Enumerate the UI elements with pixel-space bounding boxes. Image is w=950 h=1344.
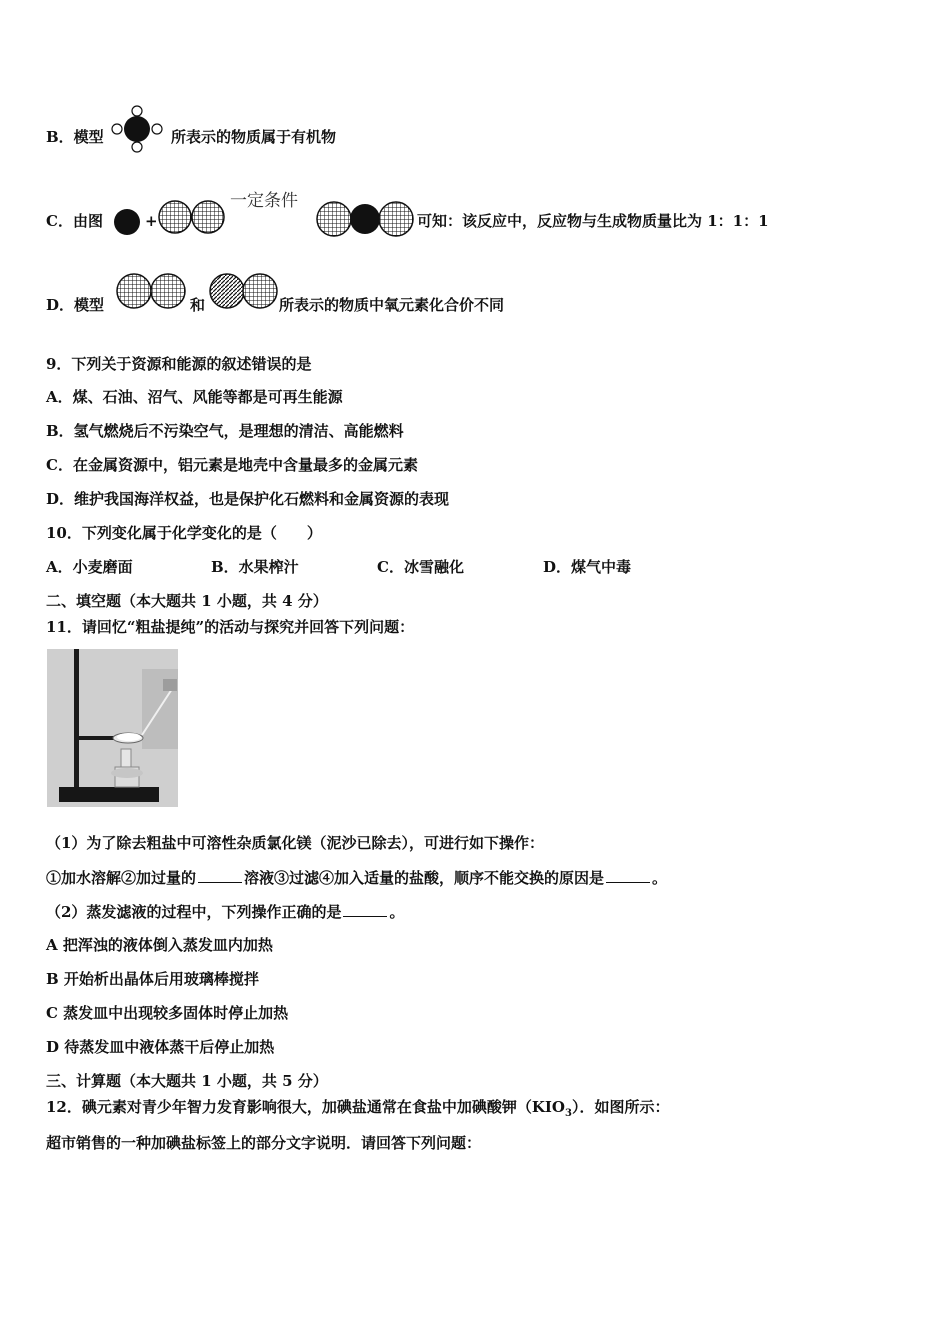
q8-option-c-text: 可知：该反应中，反应物与生成物质量比为 1：1：1 <box>417 212 769 230</box>
ozone-molecule-model <box>209 272 279 310</box>
q11-steps-b: 溶液③过滤④加入适量的盐酸，顺序不能交换的原因是 <box>244 869 605 887</box>
answer-blank[interactable] <box>343 902 387 917</box>
section-heading: 二、填空题（本大题共 1 小题，共 4 分） <box>46 592 328 610</box>
methane-molecule-model <box>110 104 164 154</box>
q11-option-d: D 待蒸发皿中液体蒸干后停止加热 <box>46 1038 275 1056</box>
evaporation-apparatus-photo <box>47 649 178 807</box>
oxygen-molecule-model <box>116 272 188 310</box>
q10-option-b: B．水果榨汁 <box>211 558 299 576</box>
q11-option-c: C 蒸发皿中出现较多固体时停止加热 <box>46 1004 289 1022</box>
q9-stem: 9．下列关于资源和能源的叙述错误的是 <box>46 355 312 373</box>
q11-part2-end: 。 <box>389 903 405 921</box>
plus-sign: + <box>145 212 158 230</box>
q9-option-d: D．维护我国海洋权益，也是保护化石燃料和金属资源的表现 <box>46 490 450 508</box>
q11-steps-c: 。 <box>652 869 668 887</box>
q11-part2: （2）蒸发滤液的过程中，下列操作正确的是 <box>46 903 342 921</box>
q11-stem: 11．请回忆“粗盐提纯”的活动与探究并回答下列问题： <box>46 618 415 636</box>
q11-part2-line <box>46 902 404 922</box>
q9-option-c: C．在金属资源中，铝元素是地壳中含量最多的金属元素 <box>46 456 418 474</box>
q12-stem <box>46 1097 669 1124</box>
hydrogen-atom <box>112 124 122 134</box>
section-heading: 三、计算题（本大题共 1 小题，共 5 分） <box>46 1072 328 1090</box>
q11-option-b: B 开始析出晶体后用玻璃棒搅拌 <box>46 970 259 988</box>
q8-option-d-label: D．模型 <box>46 296 105 314</box>
hydrogen-atom <box>152 124 162 134</box>
reaction-arrow <box>230 210 314 216</box>
q11-steps-line <box>46 868 667 888</box>
q10-stem: 10．下列变化属于化学变化的是（ ） <box>46 524 322 542</box>
carbon-atom <box>124 116 150 142</box>
answer-blank[interactable] <box>606 868 650 883</box>
oxygen-molecule-model <box>158 199 228 235</box>
q8-option-b-label: B．模型 <box>46 128 104 146</box>
q10-option-d: D．煤气中毒 <box>543 558 632 576</box>
q10-option-a: A．小麦磨面 <box>46 558 133 576</box>
carbon-atom-model <box>112 207 142 237</box>
q11-steps-a: ①加水溶解②加过量的 <box>46 869 197 887</box>
q8-option-b-text: 所表示的物质属于有机物 <box>171 128 337 146</box>
q10-option-c: C．冰雪融化 <box>377 558 464 576</box>
reaction-condition: 一定条件 <box>230 191 298 211</box>
answer-blank[interactable] <box>198 868 242 883</box>
q8-option-c-label: C．由图 <box>46 212 103 230</box>
q9-option-b: B．氢气燃烧后不污染空气，是理想的清洁、高能燃料 <box>46 422 404 440</box>
q11-part1: （1）为了除去粗盐中可溶性杂质氯化镁（泥沙已除去），可进行如下操作： <box>46 834 544 852</box>
q12-stem-b: ）．如图所示： <box>571 1098 670 1116</box>
hydrogen-atom <box>132 106 142 116</box>
hydrogen-atom <box>132 142 142 152</box>
q12-line2: 超市销售的一种加碘盐标签上的部分文字说明．请回答下列问题： <box>46 1134 482 1152</box>
q12-stem-a: 12．碘元素对青少年智力发育影响很大，加碘盐通常在食盐中加碘酸钾（KIO <box>46 1098 565 1116</box>
q11-option-a: A 把浑浊的液体倒入蒸发皿内加热 <box>46 936 273 954</box>
and-text: 和 <box>190 296 206 314</box>
carbon-dioxide-molecule-model <box>316 199 416 239</box>
q8-option-d-text: 所表示的物质中氧元素化合价不同 <box>279 296 505 314</box>
q9-option-a: A．煤、石油、沼气、风能等都是可再生能源 <box>46 388 343 406</box>
q12-subscript: 3 <box>565 1108 572 1119</box>
